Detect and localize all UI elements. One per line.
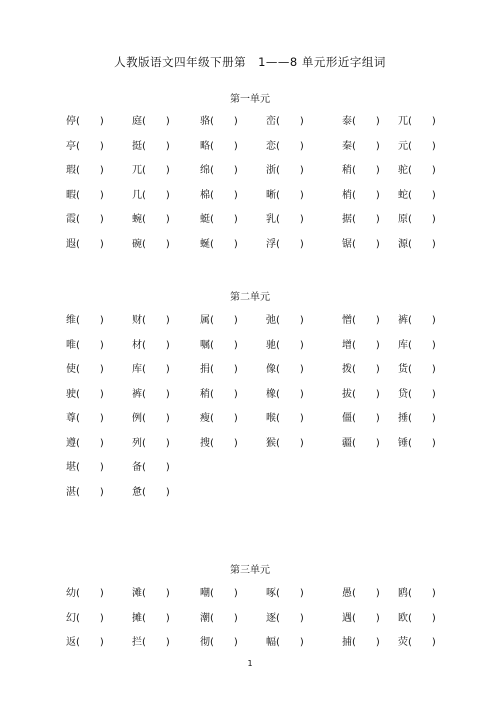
word-blank: 彻( ) [200,637,238,648]
word-blank: 略( ) [200,140,238,152]
word-blank: 憎( ) [342,315,380,326]
word-blank: 鸥( ) [398,588,436,599]
word-blank: 泰( ) [342,116,380,127]
word-blank: 恋( ) [266,140,304,152]
word-blank: 霞( ) [66,214,104,225]
document-title: 人教版语文四年级下册第 1——8 单元形近字组词 [114,55,386,69]
word-blank: 蜒( ) [200,238,238,250]
word-blank: 增( ) [342,339,380,351]
word-blank: 蛇( ) [398,189,436,201]
word-blank: 财( ) [132,315,170,326]
word-blank: 遐( ) [66,238,104,250]
word-blank: 浙( ) [266,165,304,176]
word-blank: 捕( ) [342,637,380,648]
word-blank: 搜( ) [200,437,238,449]
word-blank: 唯( ) [66,339,104,351]
word-blank: 秦( ) [342,140,380,152]
word-blank: 嘱( ) [200,339,238,351]
word-blank: 橡( ) [266,388,304,400]
word-blank: 兀( ) [132,165,170,176]
word-blank: 碗( ) [132,238,170,250]
word-blank: 摊( ) [132,612,170,624]
word-blank: 裤( ) [398,315,436,326]
word-blank: 惫( ) [132,486,170,498]
word-blank: 备( ) [132,462,170,473]
word-blank: 晰( ) [266,189,304,201]
word-blank: 锯( ) [342,238,380,250]
word-blank: 驰( ) [266,339,304,351]
word-blank: 像( ) [266,364,304,375]
word-blank: 庭( ) [132,116,170,127]
unit-1-heading: 第一单元 [230,94,270,105]
word-blank: 遵( ) [66,437,104,449]
word-blank: 拦( ) [132,637,170,648]
word-blank: 滩( ) [132,588,170,599]
word-blank: 骆( ) [200,116,238,127]
word-blank: 嘲( ) [200,588,238,599]
word-blank: 弛( ) [266,315,304,326]
word-blank: 堪( ) [66,462,104,473]
word-blank: 瘦( ) [200,413,238,424]
word-blank: 尊( ) [66,413,104,424]
word-blank: 贷( ) [398,388,436,400]
word-blank: 亭( ) [66,140,104,152]
word-blank: 例( ) [132,413,170,424]
word-blank: 兀( ) [398,116,436,127]
word-blank: 遇( ) [342,612,380,624]
unit-3-heading: 第三单元 [230,565,270,576]
word-blank: 幻( ) [66,612,104,624]
word-blank: 稍( ) [342,165,380,176]
word-blank: 列( ) [132,437,170,449]
word-blank: 源( ) [398,238,436,250]
word-blank: 逐( ) [266,612,304,624]
word-blank: 停( ) [66,116,104,127]
word-blank: 库( ) [132,364,170,375]
word-blank: 锤( ) [398,437,436,449]
word-blank: 材( ) [132,339,170,351]
word-blank: 荧( ) [398,637,436,648]
word-blank: 猴( ) [266,437,304,449]
word-blank: 属( ) [200,315,238,326]
word-blank: 拔( ) [342,388,380,400]
word-blank: 挺( ) [132,140,170,152]
word-blank: 幼( ) [66,588,104,599]
word-blank: 潮( ) [200,612,238,624]
word-blank: 湛( ) [66,486,104,498]
word-blank: 货( ) [398,364,436,375]
word-blank: 棉( ) [200,189,238,201]
word-blank: 蜿( ) [132,214,170,225]
word-blank: 暇( ) [66,189,104,201]
word-blank: 梢( ) [342,189,380,201]
word-blank: 裤( ) [132,388,170,400]
word-blank: 元( ) [398,140,436,152]
word-blank: 驶( ) [66,388,104,400]
word-blank: 使( ) [66,364,104,375]
word-blank: 拨( ) [342,364,380,375]
word-blank: 峦( ) [266,116,304,127]
word-blank: 捶( ) [398,413,436,424]
word-blank: 稍( ) [200,388,238,400]
word-blank: 瑕( ) [66,165,104,176]
word-blank: 维( ) [66,315,104,326]
word-blank: 驼( ) [398,165,436,176]
word-blank: 疆( ) [342,437,380,449]
word-blank: 库( ) [398,339,436,351]
word-blank: 据( ) [342,214,380,225]
word-blank: 幅( ) [266,637,304,648]
word-blank: 欧( ) [398,612,436,624]
word-blank: 捐( ) [200,364,238,375]
word-blank: 原( ) [398,214,436,225]
word-blank: 愚( ) [342,588,380,599]
word-blank: 蜓( ) [200,214,238,225]
page-number: 1 [247,659,253,668]
word-blank: 乳( ) [266,214,304,225]
unit-2-heading: 第二单元 [230,292,270,303]
word-blank: 僵( ) [342,413,380,424]
word-blank: 喉( ) [266,413,304,424]
word-blank: 浮( ) [266,238,304,250]
word-blank: 几( ) [132,189,170,201]
word-blank: 绵( ) [200,165,238,176]
word-blank: 返( ) [66,637,104,648]
word-blank: 啄( ) [266,588,304,599]
